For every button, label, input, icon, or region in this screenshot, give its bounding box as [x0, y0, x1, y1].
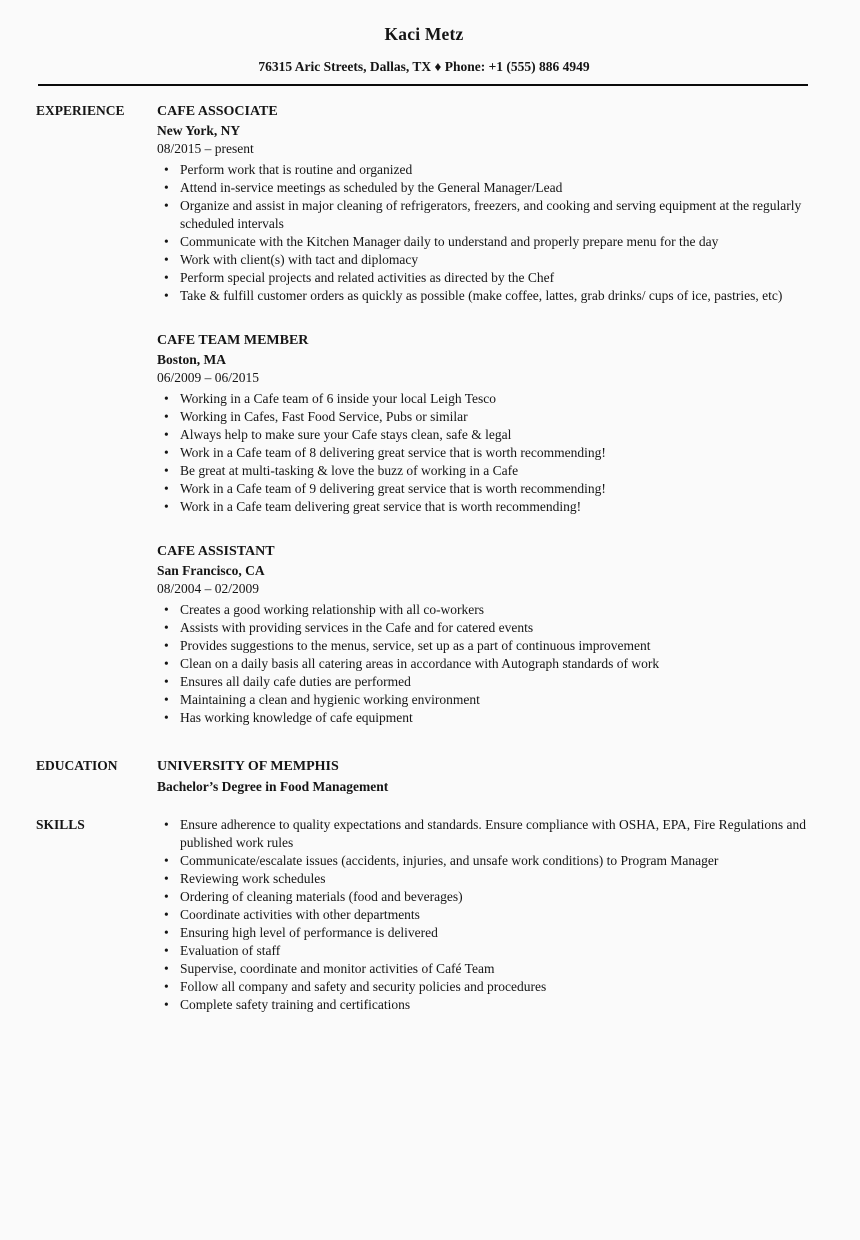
- skills-bullet-list: [157, 816, 812, 1014]
- bullet-item: • Perform special projects and related activities as directed by the Chef: [180, 269, 812, 287]
- bullet-item: • Creates a good working relationship with all co-workers: [180, 601, 812, 619]
- job-bullet-list: [157, 601, 812, 727]
- bullet-item: • Perform work that is routine and organized: [180, 161, 812, 179]
- bullet-item: • Assists with providing services in the Cafe and for catered events: [180, 619, 812, 637]
- bullet-item: • Evaluation of staff: [180, 942, 812, 960]
- job-entry-cafe-assistant: [157, 542, 812, 727]
- job-bullet-list: [157, 161, 812, 305]
- bullet-item: • Communicate/escalate issues (accidents, injuries, and unsafe work conditions) to Program Manager: [180, 852, 812, 870]
- section-label-skills: SKILLS: [36, 817, 85, 832]
- job-dates: 08/2015 – present: [157, 141, 254, 156]
- bullet-item: • Work in a Cafe team of 8 delivering great service that is worth recommending!: [180, 444, 812, 462]
- job-title: CAFE TEAM MEMBER: [157, 333, 309, 348]
- bullet-item: • Always help to make sure your Cafe stays clean, safe & legal: [180, 426, 812, 444]
- job-bullet-list: [157, 390, 812, 516]
- bullet-item: • Ensuring high level of performance is delivered: [180, 924, 812, 942]
- header-divider: [38, 84, 808, 86]
- bullet-item: • Supervise, coordinate and monitor activities of Café Team: [180, 960, 812, 978]
- bullet-item: • Ordering of cleaning materials (food and beverages): [180, 888, 812, 906]
- job-dates: 08/2004 – 02/2009: [157, 581, 260, 596]
- job-location: New York, NY: [157, 123, 241, 138]
- job-entry-cafe-associate: [157, 102, 812, 305]
- skills-content: [157, 816, 812, 1014]
- bullet-item: • Attend in-service meetings as scheduled by the General Manager/Lead: [180, 179, 812, 197]
- bullet-item: • Work in a Cafe team delivering great service that is worth recommending!: [180, 498, 812, 516]
- bullet-item: • Work with client(s) with tact and diplomacy: [180, 251, 812, 269]
- section-skills: [36, 816, 812, 1014]
- bullet-item: • Ensures all daily cafe duties are performed: [180, 673, 812, 691]
- section-label-education: EDUCATION: [36, 758, 118, 773]
- bullet-item: • Take & fulfill customer orders as quickly as possible (make coffee, lattes, grab drinks/ cups of ice, pastries, etc): [180, 287, 812, 305]
- bullet-item: • Communicate with the Kitchen Manager daily to understand and properly prepare menu for the day: [180, 233, 812, 251]
- bullet-item: • Organize and assist in major cleaning of refrigerators, freezers, and cooking and serving equipment at the regularly scheduled intervals: [180, 197, 812, 233]
- job-location: San Francisco, CA: [157, 563, 265, 578]
- bullet-item: • Work in a Cafe team of 9 delivering great service that is worth recommending!: [180, 480, 812, 498]
- bullet-item: • Be great at multi-tasking & love the buzz of working in a Cafe: [180, 462, 812, 480]
- bullet-item: • Coordinate activities with other departments: [180, 906, 812, 924]
- education-content: [157, 757, 812, 796]
- page-title: Kaci Metz: [384, 24, 464, 44]
- section-education: [36, 757, 812, 796]
- resume-header: [36, 24, 812, 86]
- bullet-item: • Maintaining a clean and hygienic working environment: [180, 691, 812, 709]
- bullet-item: • Has working knowledge of cafe equipment: [180, 709, 812, 727]
- job-location: Boston, MA: [157, 352, 227, 367]
- section-experience: [36, 102, 812, 727]
- degree-name: Bachelor’s Degree in Food Management: [157, 779, 389, 794]
- bullet-item: • Provides suggestions to the menus, service, set up as a part of continuous improvement: [180, 637, 812, 655]
- job-dates: 06/2009 – 06/2015: [157, 370, 260, 385]
- bullet-item: • Complete safety training and certifications: [180, 996, 812, 1014]
- bullet-item: • Ensure adherence to quality expectations and standards. Ensure compliance with OSHA, EPA, Fire Regulations and published work rules: [180, 816, 812, 852]
- contact-line: 76315 Aric Streets, Dallas, TX ♦ Phone: +1 (555) 886 4949: [258, 59, 590, 74]
- job-title: CAFE ASSOCIATE: [157, 104, 278, 119]
- experience-content: [157, 102, 812, 727]
- bullet-item: • Reviewing work schedules: [180, 870, 812, 888]
- job-entry-cafe-team-member: [157, 331, 812, 516]
- bullet-item: • Working in a Cafe team of 6 inside your local Leigh Tesco: [180, 390, 812, 408]
- bullet-item: • Clean on a daily basis all catering areas in accordance with Autograph standards of work: [180, 655, 812, 673]
- job-title: CAFE ASSISTANT: [157, 544, 275, 559]
- school-name: UNIVERSITY OF MEMPHIS: [157, 759, 339, 774]
- bullet-item: • Working in Cafes, Fast Food Service, Pubs or similar: [180, 408, 812, 426]
- bullet-item: • Follow all company and safety and security policies and procedures: [180, 978, 812, 996]
- section-label-experience: EXPERIENCE: [36, 103, 125, 118]
